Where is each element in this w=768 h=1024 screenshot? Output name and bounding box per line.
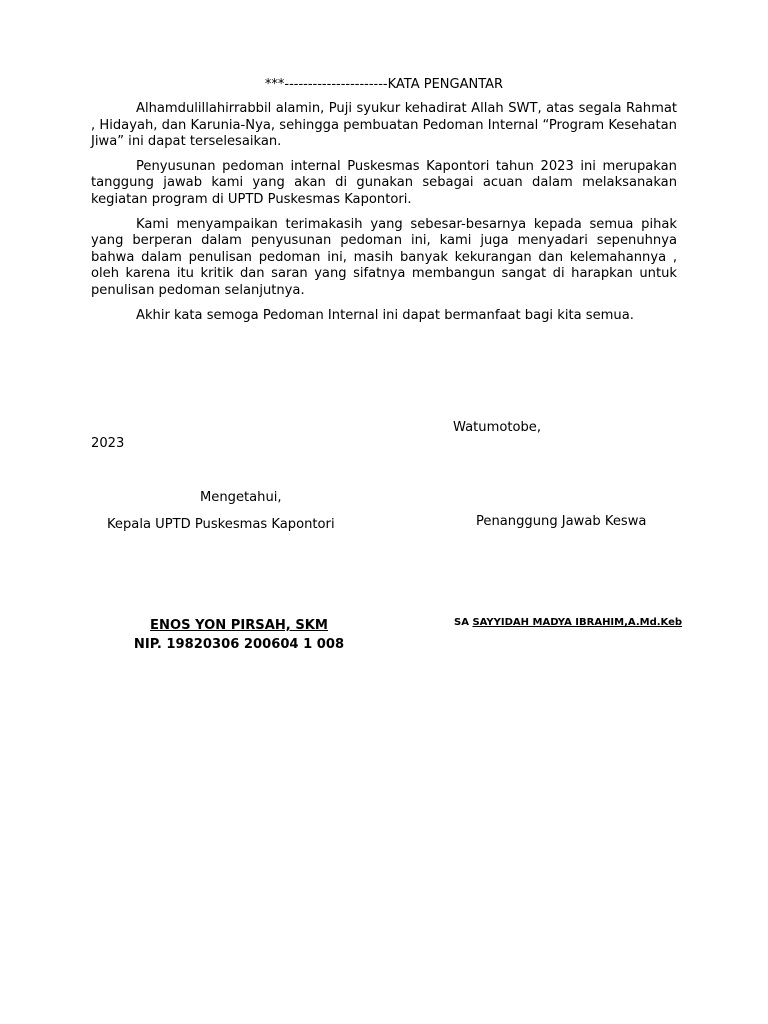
paragraph-2: Penyusunan pedoman internal Puskesmas Kapontori tahun 2023 ini merupakan tanggung jawab kami yang akan di gunakan sebagai acuan dalam melaksanakan kegiatan program di UPTD Puskesmas Kapontori. — [91, 158, 677, 207]
place-year: 2023 — [91, 436, 125, 451]
head-position: Kepala UPTD Puskesmas Kapontori — [107, 517, 335, 532]
responsible-position: Penanggung Jawab Keswa — [476, 514, 647, 529]
right-signature-block — [454, 616, 682, 630]
left-signature-block — [91, 616, 387, 654]
body-text — [91, 101, 677, 332]
head-nip: NIP. 19820306 200604 1 008 — [133, 637, 345, 652]
document-title: ***----------------------KATA PENGANTAR — [264, 77, 504, 92]
acknowledged-label: Mengetahui, — [200, 490, 282, 505]
responsible-prefix: SA — [454, 617, 469, 628]
place-city: Watumotobe, — [453, 420, 542, 435]
paragraph-4: Akhir kata semoga Pedoman Internal ini dapat bermanfaat bagi kita semua. — [136, 307, 634, 323]
paragraph-3: Kami menyampaikan terimakasih yang sebesar-besarnya kepada semua pihak yang berperan dalam penyusunan pedoman ini, kami juga menyadari sepenuhnya bahwa dalam penulisan pedoman ini, masih banyak kekurangan dan kelemahannya , oleh karena itu kritik dan saran yang sifatnya membangun sangat di harapkan untuk penulisan pedoman selanjutnya. — [91, 216, 677, 298]
paragraph-1: Alhamdulillahirrabbil alamin, Puji syukur kehadirat Allah SWT, atas segala Rahmat , Hidayah, dan Karunia-Nya, sehingga pembuatan Pedoman Internal “Program Kesehatan Jiwa” ini dapat terselesaikan. — [91, 101, 677, 150]
head-name: ENOS YON PIRSAH, SKM — [150, 618, 328, 633]
responsible-name: SAYYIDAH MADYA IBRAHIM,A.Md.Keb — [472, 617, 683, 628]
